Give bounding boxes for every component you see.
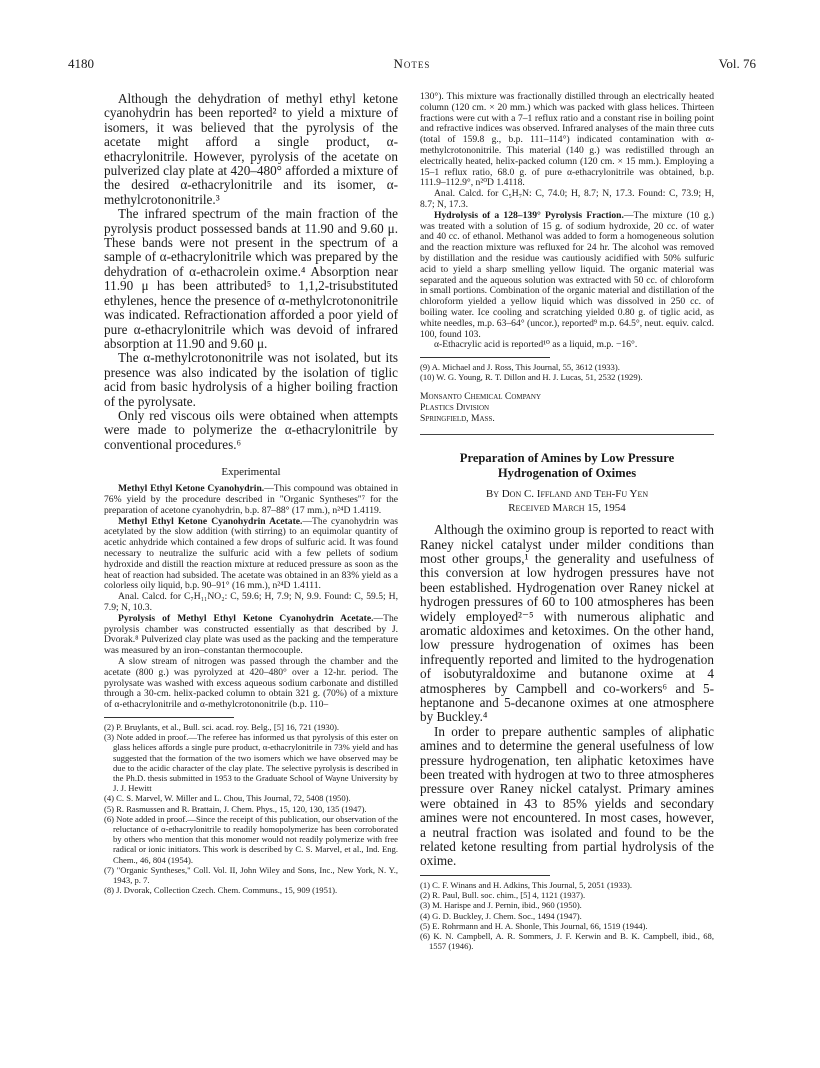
footnote-rule <box>104 717 234 718</box>
article-title: Preparation of Amines by Low Pressure Hydrogenation of Oximes <box>459 451 675 481</box>
paragraph: The α-methylcrotononitrile was not isolated, but its presence was also indicated by the isolation of tiglic acid from basic hydrolysis of a higher boiling fraction of the pyrolysate. <box>104 350 398 409</box>
paragraph: The infrared spectrum of the main fraction of the pyrolysis product possessed bands at 11.90 and 9.60 μ. These bands were not present in the spectrum of a sample of α-ethacrylonitrile which was prepared by the dehydration of α-ethacrolein oxime.⁴ Absorption near 11.90 μ has been attributed⁵ to 1,1,2-trisubstituted ethylenes, hence the presence of α-methylcrotononitrile was indicated. Refractionation afforded a poor yield of pure α-ethacrylonitrile which was devoid of infrared absorption at 11.90 and 9.60 μ. <box>104 206 398 351</box>
footnote-rule <box>420 875 550 876</box>
analysis-line: Anal. Calcd. for C₅H₇N: C, 74.0; H, 8.7; N, 17.3. Found: C, 73.9; H, 8.7; N, 17.3. <box>420 188 714 210</box>
footnote: (6) Note added in proof.—Since the receipt of this publication, our observation of the reluctance of α-ethacrylonitrile to readily homopolymerize has been corroborated by others who mention that this monomer would not readily polymerize with free radical or ionic initiators. This work is described by C. S. Marvel, et al., Ind. Eng. Chem., 46, 804 (1954). <box>104 813 398 865</box>
page-number: 4180 <box>68 56 94 71</box>
footnote: (5) E. Rohrmann and H. A. Shonle, This Journal, 66, 1519 (1944). <box>420 920 648 931</box>
paragraph-text: —The mixture (10 g.) was treated with a solution of 15 g. of sodium hydroxide, 20 cc. of water and 40 cc. of ethanol. Methanol was added to form a homogeneous solution and the reaction mixture was refluxed for 24 hr. The alcohol was removed by distillation and the residue was cautiously acidified with 50% sulfuric acid to yield a sharp smelling yellow liquid. The organic material was separated and the aqueous solution was extracted with 50 cc. of chloroform in small portions. Combination of the organic material and distillation of the chloroform yielded a yellow liquid which was dissolved in 250 cc. of boiling water. Ice cooling and scratching yielded 0.80 g. of tiglic acid, as white needles, m.p. 63–64° (uncor.), reported⁹ m.p. 64.5°, neut. equiv. calcd. 100, found 103. <box>420 209 714 340</box>
paragraph: Only red viscous oils were obtained when attempts were made to polymerize the α-ethacrylonitrile by conventional procedures.⁶ <box>104 407 398 452</box>
run-in-heading: Hydrolysis of a 128–139° Pyrolysis Fraction. <box>434 209 624 221</box>
footnote: (3) Note added in proof.—The referee has informed us that pyrolysis of this ester on glass helices affords a single pure product, α-ethacrylonitrile in 73% yield and has suggested that the formation of the two isomers which we have observed may be due to the acidic character of the clay plate. The selective pyrolysis is described in the Ph.D. thesis submitted in 1953 to the Graduate School of Wayne University by J. J. Hewitt <box>104 732 398 794</box>
experimental-heading: Experimental <box>221 466 281 479</box>
run-in-heading: Pyrolysis of Methyl Ethyl Ketone Cyanohydrin Acetate. <box>118 612 374 624</box>
affiliation-line: Monsanto Chemical Company <box>420 390 542 402</box>
paragraph: Although the oximino group is reported to react with Raney nickel catalyst under milder conditions than most other groups,¹ the generality and usefulness of this conversion at low hydrogen pressures have not been established. Hydrogenation over Raney nickel at hydrogen pressures of 60 to 100 atmospheres has been widely employed²⁻⁵ with numerous aliphatic and aromatic aldoximes and ketoximes. On the other hand, low pressure hydrogenation of oximes has been infrequently reported and limited to the hydrogenation of isobutyraldoxime and butanone oxime at 4 atmospheres by Campbell and co-workers⁶ and 5-heptanone and 5-decanone oximes at one atmosphere by Buckley.⁴ <box>420 522 714 725</box>
footnote: (3) M. Harispe and J. Pernin, ibid., 960 (1950). <box>420 900 582 911</box>
analysis-line: Anal. Calcd. for C₇H₁₁NO₂: C, 59.6; H, 7.9; N, 9.9. Found: C, 59.5; H, 7.9; N, 10.3. <box>104 591 398 613</box>
experimental-paragraph <box>104 517 398 593</box>
run-in-heading: Methyl Ethyl Ketone Cyanohydrin. <box>118 483 265 495</box>
affiliation-block <box>420 391 714 425</box>
right-column <box>420 92 714 951</box>
footnote: (6) K. N. Campbell, A. R. Sommers, J. F. Kerwin and B. K. Campbell, ibid., 68, 1557 (1946). <box>420 930 714 952</box>
paragraph: A slow stream of nitrogen was passed through the chamber and the acetate (800 g.) was pyrolyzed at 420–480° over a 12-hr. period. The pyrolysate was washed with excess aqueous sodium carbonate and distilled through a 30-cm. helix-packed column to obtain 321 g. (70%) of a mixture of α-ethacrylonitrile and α-methylcrotononitrile (b.p. 110– <box>104 655 398 711</box>
footnote: (5) R. Rasmussen and R. Brattain, J. Chem. Phys., 15, 120, 130, 135 (1947). <box>104 803 367 814</box>
footnote-rule <box>420 357 550 358</box>
footnote: (7) "Organic Syntheses," Coll. Vol. II, John Wiley and Sons, Inc., New York, N. Y., 1943, p. 7. <box>104 864 398 885</box>
footnote: (4) C. S. Marvel, W. Miller and L. Chou, This Journal, 72, 5408 (1950). <box>104 793 351 804</box>
running-header <box>68 56 756 72</box>
footnote: (2) R. Paul, Bull. soc. chim., [5] 4, 1121 (1937). <box>420 890 586 901</box>
footnote: (1) C. F. Winans and H. Adkins, This Journal, 5, 2051 (1933). <box>420 879 633 890</box>
affiliation-line: Plastics Division <box>420 401 490 413</box>
footnote: (4) G. D. Buckley, J. Chem. Soc., 1494 (1947). <box>420 910 582 921</box>
experimental-paragraph <box>104 484 398 516</box>
experimental-paragraph <box>104 614 398 657</box>
experimental-paragraph <box>420 211 714 341</box>
footnote: (10) W. G. Young, R. T. Dillon and H. J. Lucas, 51, 2532 (1929). <box>420 372 643 383</box>
run-in-heading: Methyl Ethyl Ketone Cyanohydrin Acetate. <box>118 515 303 527</box>
paragraph: Although the dehydration of methyl ethyl ketone cyanohydrin has been reported² to yield a mixture of isomers, it was believed that the pyrolysis of the acetate might afford a single product, α-ethacrylonitrile. However, pyrolysis of the acetate on pulverized clay plate at 420–480° afforded a mixture of the desired α-ethacrylonitrile and its isomer, α-methylcrotononitrile.³ <box>104 91 398 207</box>
footnote: (2) P. Bruylants, et al., Bull. sci. acad. roy. Belg., [5] 16, 721 (1930). <box>104 721 340 732</box>
footnote: (9) A. Michael and J. Ross, This Journal, 55, 3612 (1933). <box>420 362 620 373</box>
byline: By Don C. Iffland and Teh-Fu Yen <box>485 488 649 501</box>
received-date: Received March 15, 1954 <box>508 502 626 515</box>
paragraph-text: —The cyanohydrin was acetylated by the slow addition (with stirring) to an equimolar quantity of acetic anhydride which contained a few drops of sulfuric acid. It was found necessary to neutralize the sulfuric acid with a few pellets of sodium hydroxide and distill the reaction mixture at reduced pressure as soon as the heat of reaction had subsided. The acetate was obtained in an 83% yield as a colorless oily liquid, b.p. 90–91° (16 mm.), n²⁴D 1.4111. <box>104 515 398 592</box>
affiliation-line: Springfield, Mass. <box>420 412 495 424</box>
left-column <box>104 92 398 895</box>
volume-label: Vol. 76 <box>718 56 756 71</box>
paragraph: 130°). This mixture was fractionally distilled through an electrically heated column (120 cm. × 20 mm.) which was packed with glass helices. Thirteen fractions were cut with a 7–1 reflux ratio and a constant rise in boiling point and refractive indices was observed. Infrared analyses of the main three cuts (total of 159.8 g., b.p. 111–114°) indicated contamination with α-methylcrotononitrile. This material (140 g.) was redistilled through an electrically heated, helix-packed column (120 cm. × 15 mm.). Employing a 15–1 reflux ratio, 68.0 g. of pure α-ethacrylonitrile was obtained, b.p. 111.9–112.9°, n²⁰D 1.4118. <box>420 91 714 189</box>
article-divider <box>420 434 714 435</box>
paragraph-text: —This compound was obtained in 76% yield by the procedure described in "Organic Syntheses"⁷ for the preparation of acetone cyanohydrin, b.p. 87–88° (17 mm.), n²⁴D 1.4119. <box>104 483 398 516</box>
section-title: Notes <box>393 56 431 71</box>
paragraph: In order to prepare authentic samples of aliphatic amines and to determine the general usefulness of low pressure hydrogenation, ten aliphatic ketoximes have been treated with hydrogen at two to three atmospheres pressure over Raney nickel catalyst. Primary amines were obtained in 43 to 85% yields and secondary amines were not encountered. In most cases, however, a neutral fraction was isolated and found to be the related ketone resulting from partial hydrolysis of the oxime. <box>420 723 714 869</box>
paragraph-text: —The pyrolysis chamber was constructed essentially as that described by J. Dvorak.⁸ Pulverized clay plate was used as the packing and the temperature was measured by an iron–constantan thermocouple. <box>104 612 398 657</box>
footnote: (8) J. Dvorak, Collection Czech. Chem. Communs., 15, 909 (1951). <box>104 885 338 896</box>
paragraph: α-Ethacrylic acid is reported¹⁰ as a liquid, m.p. −16°. <box>434 339 638 351</box>
